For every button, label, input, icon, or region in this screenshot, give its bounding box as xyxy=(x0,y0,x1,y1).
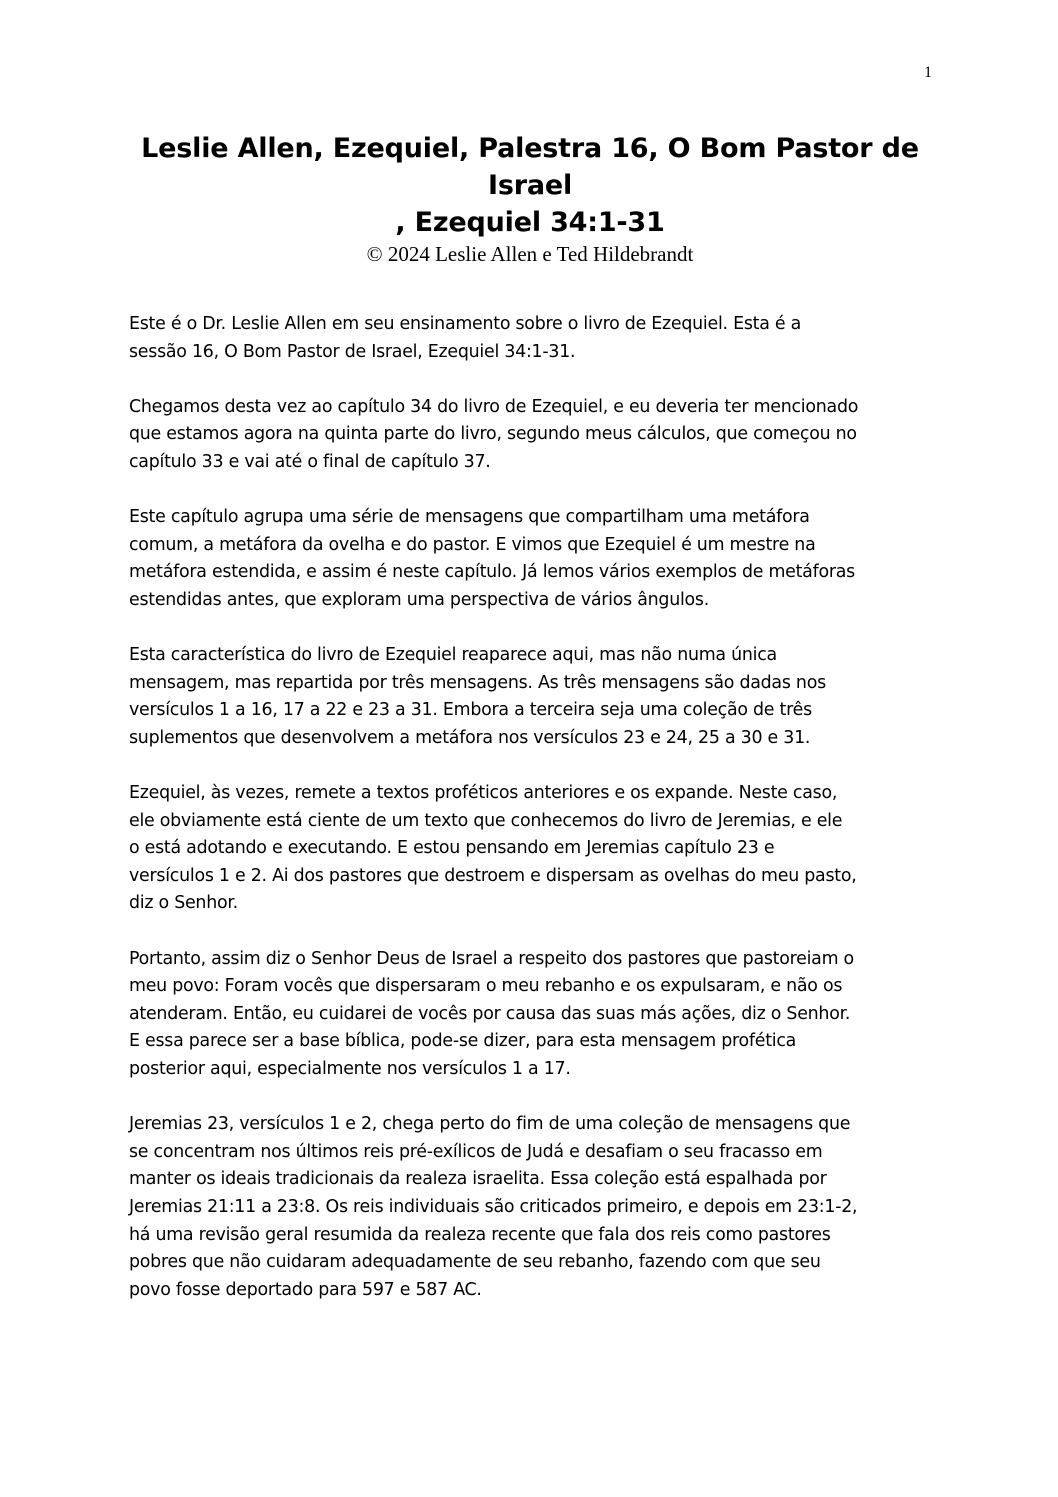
paragraph-7 xyxy=(129,1111,939,1304)
text-line: mensagem, mas repartida por três mensagens. As três mensagens são dadas nos xyxy=(129,672,826,693)
title-block xyxy=(100,130,960,267)
text-line: manter os ideais tradicionais da realeza israelita. Essa coleção está espalhada por xyxy=(129,1169,827,1190)
text-line: povo fosse deportado para 597 e 587 AC. xyxy=(129,1279,482,1300)
text-line: que estamos agora na quinta parte do livro, segundo meus cálculos, que começou no xyxy=(129,424,857,445)
text-line: sessão 16, O Bom Pastor de Israel, Ezequiel 34:1-31. xyxy=(129,341,576,362)
page-number: 1 xyxy=(924,64,932,81)
text-line: Este capítulo agrupa uma série de mensagens que compartilham uma metáfora xyxy=(129,507,810,528)
paragraph-5 xyxy=(129,780,939,918)
paragraph-6 xyxy=(129,946,939,1084)
paragraph-2 xyxy=(129,394,939,477)
text-line: versículos 1 a 16, 17 a 22 e 23 a 31. Embora a terceira seja uma coleção de três xyxy=(129,700,812,721)
text-line: Jeremias 21:11 a 23:8. Os reis individuais são criticados primeiro, e depois em 23:1-2, xyxy=(129,1197,858,1217)
text-line: estendidas antes, que exploram uma perspectiva de vários ângulos. xyxy=(129,589,710,610)
text-line: meu povo: Foram vocês que dispersaram o meu rebanho e os expulsaram, e não os xyxy=(129,976,843,997)
text-line: posterior aqui, especialmente nos versículos 1 a 17. xyxy=(129,1059,571,1080)
body-text xyxy=(129,311,939,1332)
text-line: Ezequiel, às vezes, remete a textos proféticos anteriores e os expande. Neste caso, xyxy=(129,783,838,804)
page-title-line-3: , Ezequiel 34:1-31 xyxy=(395,207,665,238)
copyright-notice: © 2024 Leslie Allen e Ted Hildebrandt xyxy=(366,242,694,266)
text-line: pobres que não cuidaram adequadamente de seu rebanho, fazendo com que seu xyxy=(129,1252,821,1273)
page-title-line-1: Leslie Allen, Ezequiel, Palestra 16, O Bom Pastor de xyxy=(141,133,919,164)
text-line: Este é o Dr. Leslie Allen em seu ensinamento sobre o livro de Ezequiel. Esta é a xyxy=(129,314,802,334)
text-line: se concentram nos últimos reis pré-exílicos de Judá e desafiam o seu fracasso em xyxy=(129,1141,823,1162)
text-line: Portanto, assim diz o Senhor Deus de Israel a respeito dos pastores que pastoreiam o xyxy=(129,948,854,969)
paragraph-3 xyxy=(129,504,939,614)
text-line: versículos 1 e 2. Ai dos pastores que destroem e dispersam as ovelhas do meu pasto, xyxy=(129,865,857,886)
text-line: capítulo 33 e vai até o final de capítulo 37. xyxy=(129,451,491,472)
text-line: há uma revisão geral resumida da realeza recente que fala dos reis como pastores xyxy=(129,1224,831,1245)
text-line: Esta característica do livro de Ezequiel reaparece aqui, mas não numa única xyxy=(129,645,777,666)
text-line: suplementos que desenvolvem a metáfora nos versículos 23 e 24, 25 a 30 e 31. xyxy=(129,727,811,748)
paragraph-4 xyxy=(129,642,939,752)
text-line: E essa parece ser a base bíblica, pode-se dizer, para esta mensagem profética xyxy=(129,1031,797,1052)
page-title-line-2: Israel xyxy=(487,170,573,201)
text-line: Jeremias 23, versículos 1 e 2, chega perto do fim de uma coleção de mensagens que xyxy=(129,1114,851,1135)
text-line: o está adotando e executando. E estou pensando em Jeremias capítulo 23 e xyxy=(129,838,775,859)
text-line: ele obviamente está ciente de um texto que conhecemos do livro de Jeremias, e ele xyxy=(129,810,843,831)
text-line: Chegamos desta vez ao capítulo 34 do livro de Ezequiel, e eu deveria ter mencionado xyxy=(129,396,859,417)
text-line: comum, a metáfora da ovelha e do pastor. E vimos que Ezequiel é um mestre na xyxy=(129,534,816,555)
text-line: atenderam. Então, eu cuidarei de vocês por causa das suas más ações, diz o Senhor. xyxy=(129,1003,851,1024)
text-line: metáfora estendida, e assim é neste capítulo. Já lemos vários exemplos de metáforas xyxy=(129,562,855,583)
paragraph-1 xyxy=(129,311,939,366)
text-line: diz o Senhor. xyxy=(129,893,238,914)
